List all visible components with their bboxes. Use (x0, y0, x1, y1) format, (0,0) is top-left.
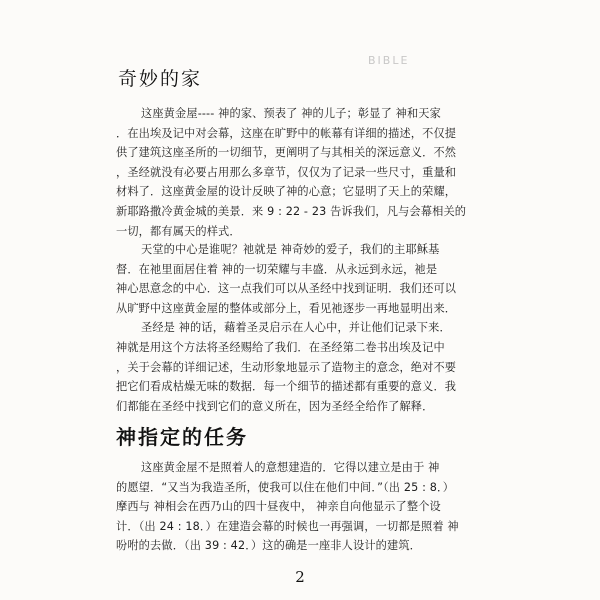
text-line: 们都能在圣经中找到它们的意义所在，因为圣经全给作了解释． (116, 399, 434, 413)
text-line: 圣经是 神的话，藉着圣灵启示在人心中，并让他们记录下来． (141, 321, 451, 335)
text-line: 这座黄金屋不是照着人的意想建造的．它得以建立是由于 神 (141, 461, 440, 474)
text-line: 的愿望．“又当为我造圣所，使我可以住在他们中间．”（出 25 : 8．） (116, 480, 455, 494)
text-line: ，关于会幕的详细记述，生动形象地显示了造物主的意念，绝对不要 (116, 360, 457, 374)
text-line: ，圣经就没有必要占用那么多章节，仅仅为了记录一些尺寸，重量和 (116, 165, 457, 179)
text-line: 计．（出 24 : 18．）在建造会幕的时候也一再强调，一切都是照着 神 (116, 519, 459, 533)
text-line: 这座黄金屋---- 神的家、预表了 神的儿子；彰显了 神和天家 (141, 107, 441, 120)
text-line: 材料了．这座黄金屋的设计反映了神的心意；它显明了天上的荣耀， (116, 185, 457, 199)
text-line: 摩西与 神相会在西乃山的四十昼夜中， 神亲自向他显示了整个设 (116, 500, 441, 514)
text-line: 吩咐的去做．（出 39 : 42．）这的确是一座非人设计的建筑． (116, 539, 422, 553)
text-line: 神心思意念的中心．这一点我们可以从圣经中找到证明．我们还可以 (116, 282, 457, 296)
text-line: 供了建筑这座圣所的一切细节，更阐明了与其相关的深远意义．不然 (116, 146, 457, 160)
text-line: 督．在祂里面居住着 神的一切荣耀与丰盛．从永远到永远，祂是 (116, 262, 438, 276)
section2-paragraph1 (116, 458, 488, 556)
section1-paragraph1 (116, 104, 488, 241)
text-line: 一切，都有属天的样式． (116, 224, 241, 238)
text-line: ．在出埃及记中对会幕，这座在旷野中的帐幕有详细的描述，不仅提 (116, 126, 457, 140)
section-heading-appointed-task: 神指定的任务 (116, 425, 248, 449)
text-line: 新耶路撒冷黄金城的美景．来 9 : 22 - 23 告诉我们，凡与会幕相关的 (116, 204, 467, 218)
text-line: 神就是用这个方法将圣经赐给了我们．在圣经第二卷书出埃及记中 (116, 340, 445, 354)
section-heading-wonderful-home: 奇妙的家 (118, 68, 203, 90)
page-number: 2 (295, 568, 305, 586)
section1-paragraph2 (116, 240, 488, 416)
text-line: 天堂的中心是谁呢？祂就是 神奇妙的爱子，我们的主耶稣基 (141, 243, 440, 256)
watermark: BIBLE (368, 54, 410, 67)
text-line: 把它们看成枯燥无味的数据．每一个细节的描述都有重要的意义．我 (116, 380, 457, 394)
text-line: 从旷野中这座黄金屋的整体或部分上，看见祂逐步一再地显明出来． (116, 301, 457, 315)
